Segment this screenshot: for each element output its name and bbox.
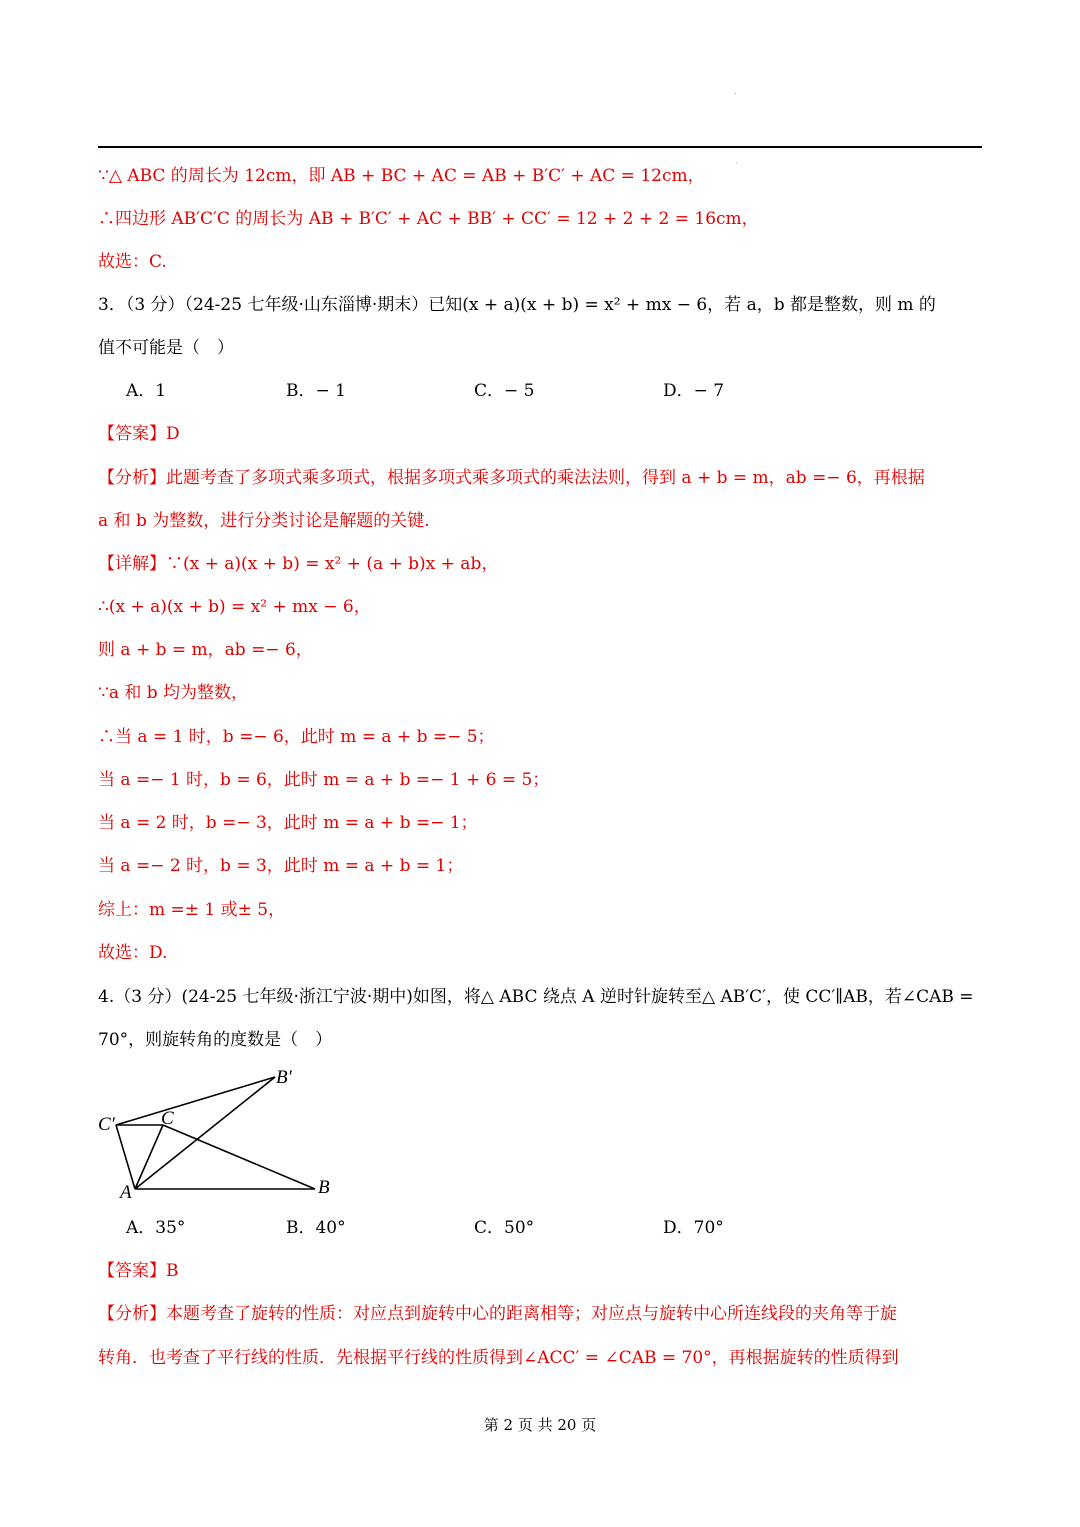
segment-cb	[163, 1125, 315, 1189]
option-d: D．− 7	[663, 381, 725, 401]
answer-4: 【答案】B	[98, 1261, 179, 1281]
question-4-stem: 4.（3 分）(24-25 七年级·浙江宁波·期中)如图，将△ ABC 绕点 A 逆时针旋转至△ AB′C′，使 CC′∥AB，若∠CAB =	[98, 987, 974, 1007]
detail-3-line: 综上：m =± 1 或± 5，	[98, 900, 286, 920]
label-c-prime: C′	[98, 1114, 115, 1135]
solution-choice: 故选：C.	[98, 252, 167, 272]
segment-ab-prime	[135, 1077, 275, 1189]
header-rule	[98, 146, 982, 148]
option-c: C．50°	[474, 1218, 535, 1238]
detail-3-line: 【详解】∵(x + a)(x + b) = x² + (a + b)x + ab，	[98, 554, 499, 574]
detail-3-line: ∴当 a = 1 时，b =− 6，此时 m = a + b =− 5；	[98, 727, 495, 747]
option-c: C．− 5	[474, 381, 535, 401]
label-b-prime: B′	[276, 1067, 292, 1088]
option-a: A．35°	[126, 1218, 186, 1238]
detail-3-line: 当 a =− 1 时，b = 6，此时 m = a + b =− 1 + 6 = 5；	[98, 770, 550, 790]
detail-3-line: 则 a + b = m，ab =− 6，	[98, 640, 313, 660]
segment-ac-prime	[116, 1125, 135, 1189]
question-3-options	[126, 379, 826, 403]
detail-3-line: 当 a = 2 时，b =− 3，此时 m = a + b =− 1；	[98, 813, 478, 833]
label-c: C	[161, 1108, 174, 1129]
solution-line-2: ∴四边形 AB′C′C 的周长为 AB + B′C′ + AC + BB′ + CC′ = 12 + 2 + 2 = 16cm，	[98, 209, 759, 229]
page-footer: 第 2 页 共 20 页	[483, 1416, 597, 1434]
analysis-4: 【分析】本题考查了旋转的性质：对应点到旋转中心的距离相等；对应点与旋转中心所连线段的夹角等于旋	[98, 1304, 897, 1324]
segment-c-prime-b-prime	[116, 1077, 275, 1125]
question-4-stem-cont: 70°，则旋转角的度数是（ ）	[98, 1030, 333, 1050]
option-b: B．− 1	[286, 381, 346, 401]
analysis-4-cont: 转角．也考查了平行线的性质．先根据平行线的性质得到∠ACC′ = ∠CAB = 70°，再根据旋转的性质得到	[98, 1348, 899, 1368]
detail-3-choice: 故选：D.	[98, 943, 168, 963]
detail-3-line: ∵a 和 b 均为整数，	[98, 683, 249, 703]
solution-line-1: ∵△ ABC 的周长为 12cm，即 AB + BC + AC = AB + B′C′ + AC = 12cm，	[98, 166, 705, 186]
answer-3: 【答案】D	[98, 424, 180, 444]
rotation-figure	[92, 1062, 342, 1202]
scan-speck	[735, 93, 736, 94]
option-d: D．70°	[663, 1218, 724, 1238]
label-a: A	[120, 1182, 132, 1202]
question-4-options	[126, 1216, 826, 1240]
question-3-stem-cont: 值不可能是（ ）	[98, 338, 234, 358]
detail-3-line: 当 a =− 2 时，b = 3，此时 m = a + b = 1；	[98, 856, 464, 876]
analysis-3: 【分析】此题考查了多项式乘多项式，根据多项式乘多项式的乘法法则，得到 a + b = m，ab =− 6，再根据	[98, 468, 925, 488]
option-b: B．40°	[286, 1218, 346, 1238]
detail-3-line: ∴(x + a)(x + b) = x² + mx − 6，	[98, 597, 371, 617]
question-3-stem: 3．（3 分）（24-25 七年级·山东淄博·期末）已知(x + a)(x + b) = x² + mx − 6，若 a，b 都是整数，则 m 的	[98, 295, 936, 315]
option-a: A．1	[126, 381, 167, 401]
label-b: B	[318, 1177, 330, 1198]
analysis-3-cont: a 和 b 为整数，进行分类讨论是解题的关键.	[98, 511, 430, 531]
segment-ac	[135, 1125, 163, 1189]
